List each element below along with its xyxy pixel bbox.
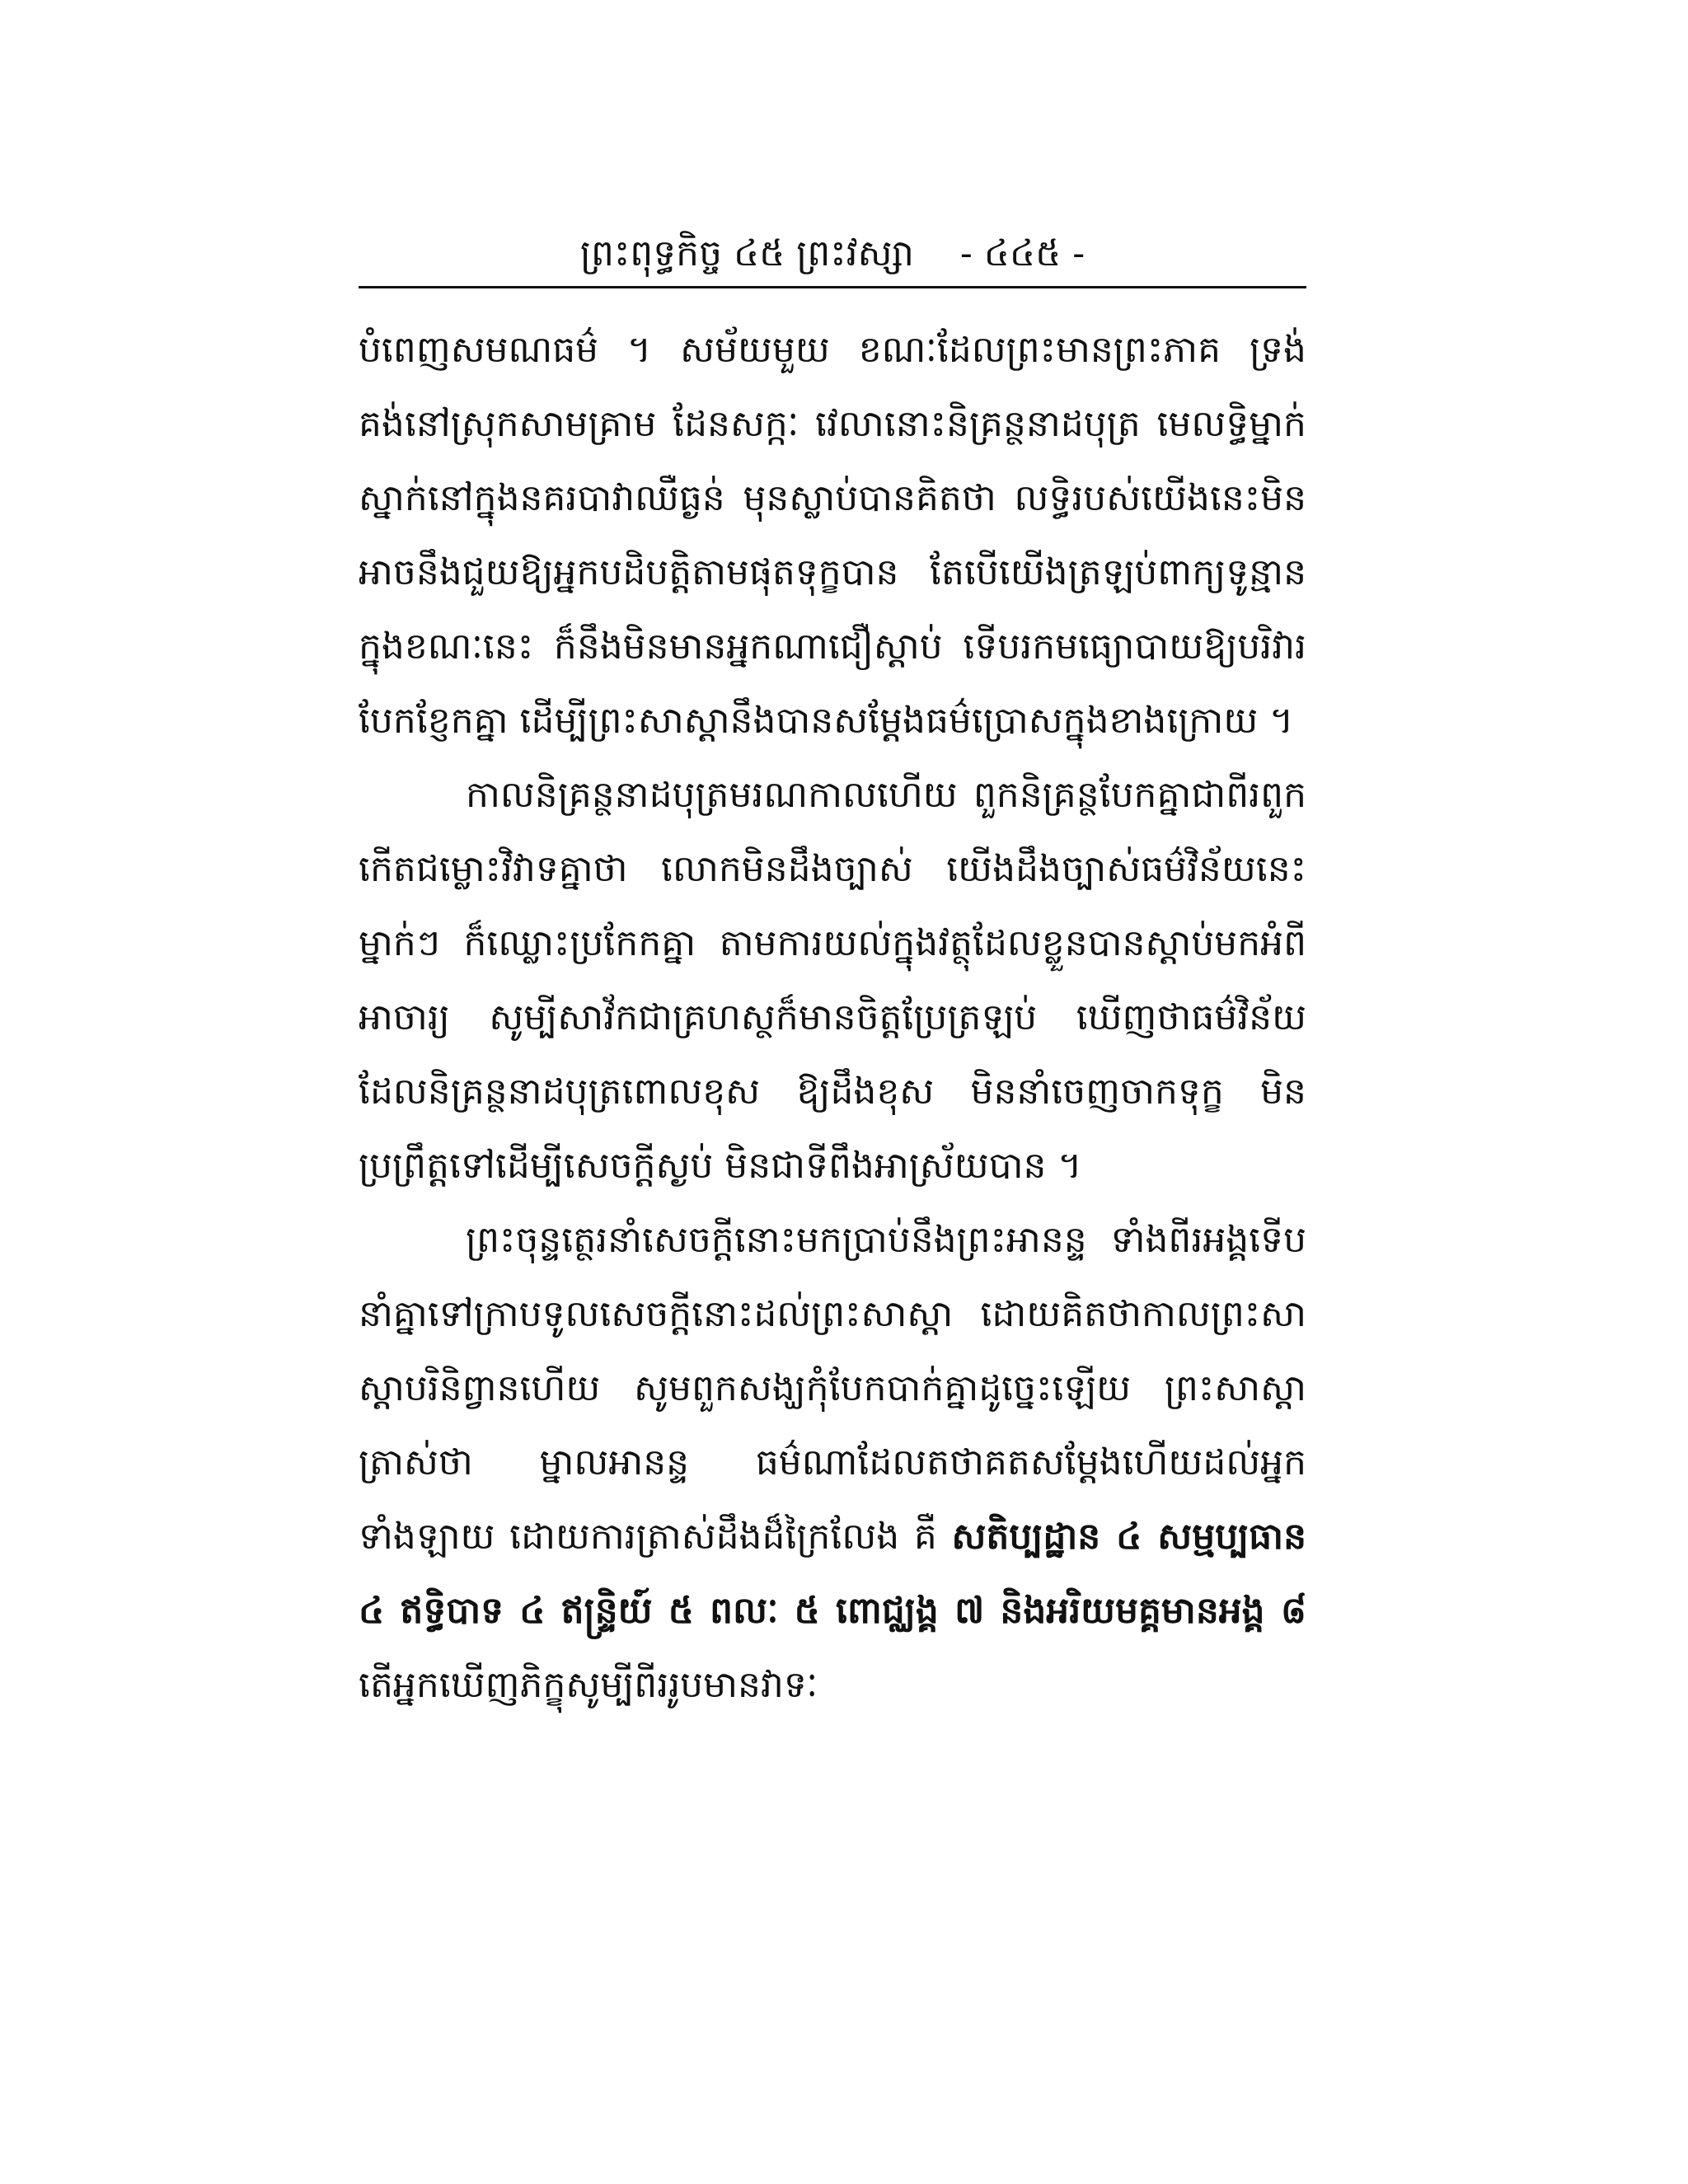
paragraph-3-text: ព្រះចុន្ទត្ថេរនាំសេចក្តីនោះមកប្រាប់នឹងព្រះអានន្ទ ទាំងពីរអង្គទើបនាំគ្នាទៅក្រាបទូលសេចក្តីនោះដល់ព្រះសាស្តា ដោយគិតថាកាលព្រះសាស្តាបរិនិព្វានហើយ សូមពួកសង្ឃកុំបែកបាក់គ្នាដូច្នេះឡើយ ព្រះសាស្តាត្រាស់ថា ម្នាលអានន្ទ ធម៌ណាដែលតថាគតសម្តែងហើយដល់អ្នកទាំងឡាយ ដោយការត្រាស់ដឹងដ៏ក្រៃលែង គឺ <box>359 1219 1306 1558</box>
paragraph-2: កាលនិគ្រន្ថនាដបុត្រមរណកាលហើយ ពួកនិគ្រន្ថបែកគ្នាជាពីរពួក កើតជម្លោះវិវាទគ្នាថា លោកមិនដឹងច្បាស់ យើងដឹងច្បាស់ធម៌វិន័យនេះ ម្នាក់ៗ ក៏ឈ្លោះប្រកែកគ្នា តាមការយល់ក្នុងវត្ថុដែលខ្លួនបានស្តាប់មកអំពីអាចារ្យ សូម្បីសាវ័កជាគ្រហស្ថក៏មានចិត្តប្រែត្រឡប់ ឃើញថាធម៌វិន័យដែលនិគ្រន្ថនាដបុត្រពោលខុស ឱ្យដឹងខុស មិននាំចេញចាកទុក្ខ មិនប្រព្រឹត្តទៅដើម្បីសេចក្តីស្ងប់ មិនជាទីពឹងអាស្រ័យបាន ។ <box>359 774 1306 1187</box>
header-title: ព្រះពុទ្ធកិច្ច ៤៥ ព្រះវស្សា <box>579 232 914 274</box>
body-text <box>359 313 1306 1722</box>
running-header <box>359 229 1306 279</box>
paragraph-1: បំពេញសមណធម៌ ។ សម័យមួយ ខណៈដែលព្រះមានព្រះភាគ ទ្រង់គង់នៅស្រុកសាមគ្រាម ដែនសក្កៈ វេលានោះនិគ្រន្ថនាដបុត្រ មេលទ្ធិម្នាក់ស្នាក់នៅក្នុងនគរបាវាឈឺធ្ងន់ មុនស្លាប់បានគិតថា លទ្ធិរបស់យើងនេះមិនអាចនឹងជួយឱ្យអ្នកបដិបត្តិតាមផុតទុក្ខបាន តែបើយើងត្រឡប់ពាក្យទូន្មានក្នុងខណៈនេះ ក៏នឹងមិនមានអ្នកណាជឿស្តាប់ ទើបរកមធ្យោបាយឱ្យបរិវារបែកខ្ញែកគ្នា ដើម្បីព្រះសាស្តានឹងបានសម្តែងធម៌ប្រោសក្នុងខាងក្រោយ ។ <box>359 329 1306 742</box>
header-rule <box>359 286 1306 288</box>
paragraph-3 <box>359 1203 1306 1722</box>
page-number: - ៤៤៥ - <box>959 232 1085 274</box>
paragraph-3-text-end: តើអ្នកឃើញភិក្ខុសូម្បីពីររូបមានវាទៈ <box>359 1664 818 1706</box>
paragraph-3-bold-text: សតិប្បដ្ឋាន ៤ សម្មប្បធាន ៤ ឥទ្ធិបាទ ៤ ឥន្ទ្រិយ៍ ៥ ពលៈ ៥ ពោជ្ឈង្គ ៧ និងអរិយមគ្គមានអង្គ ៨ <box>359 1516 1306 1632</box>
